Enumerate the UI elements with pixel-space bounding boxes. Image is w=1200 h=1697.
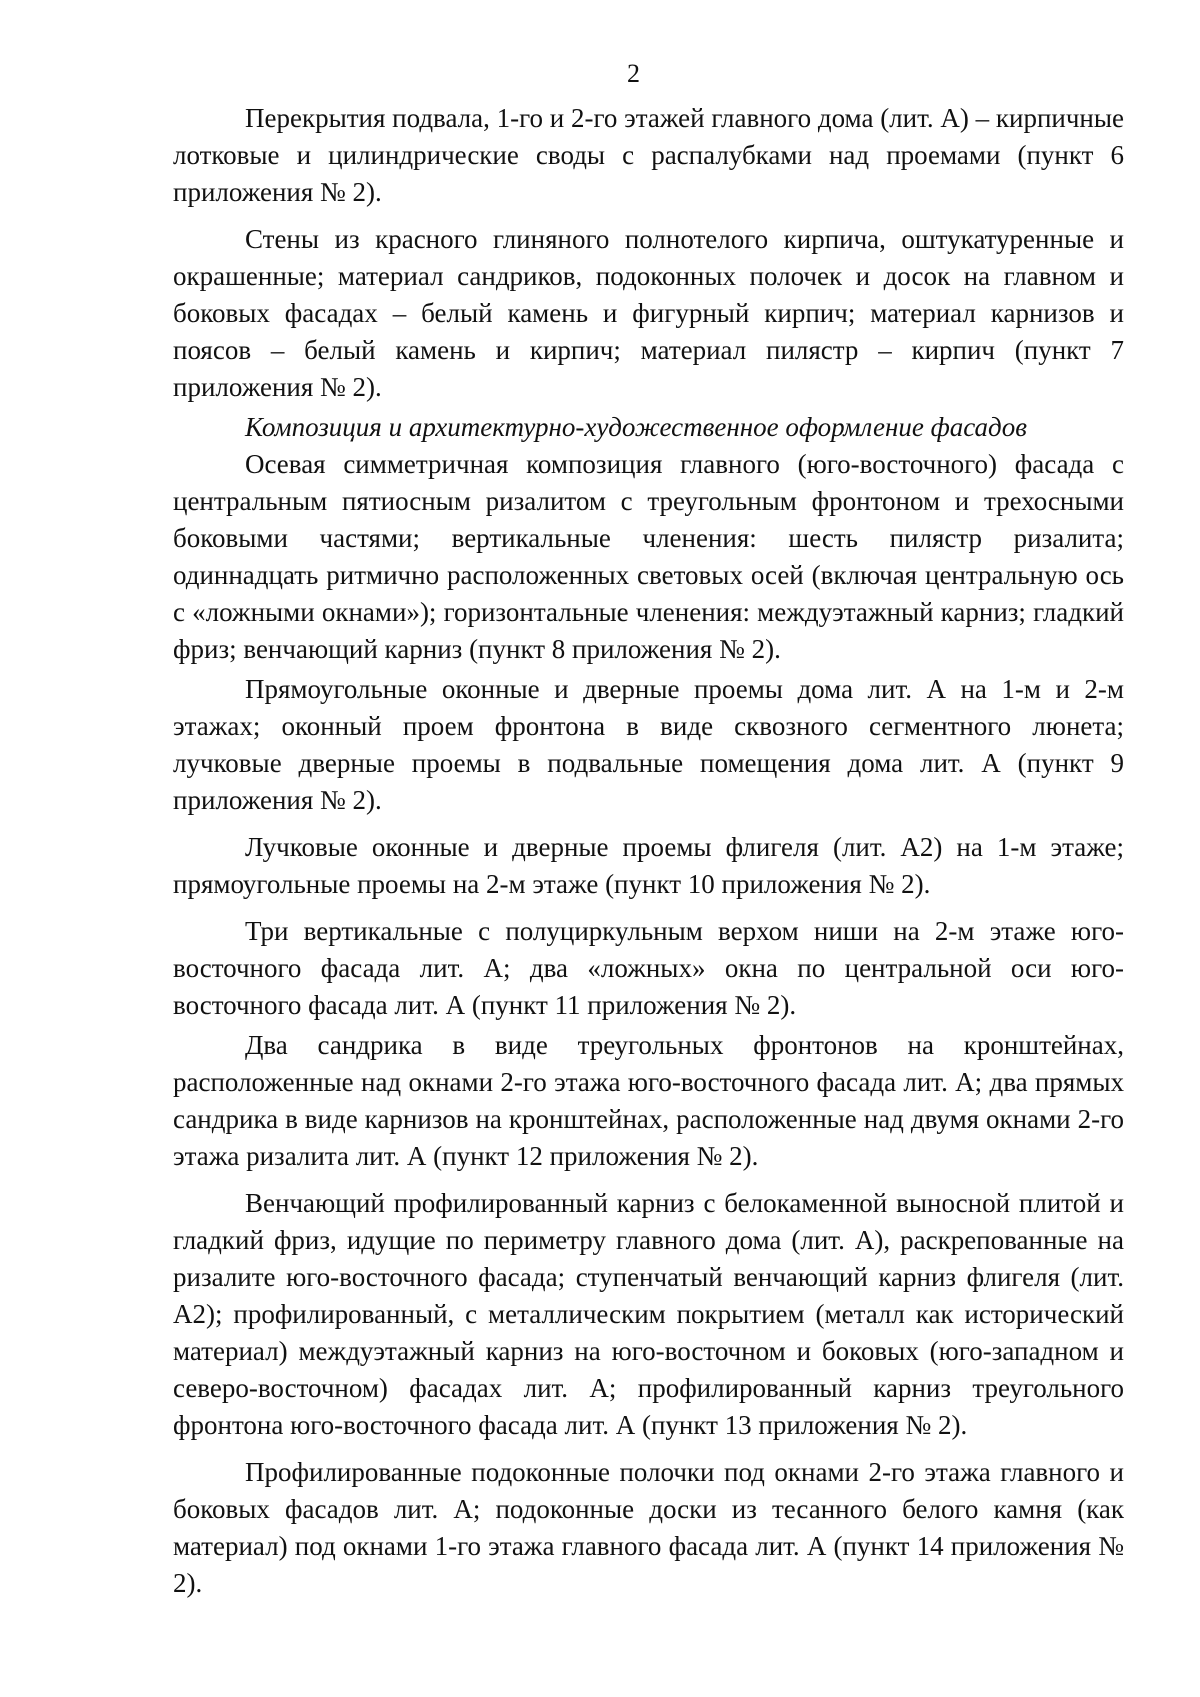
paragraph-walls: Стены из красного глиняного полнотелого кирпича, оштукатуренные и окрашенные; материал сандриков, подоконных полочек и досок на главном и боковых фасадах – белый камень и фигурный кирпич; материал карнизов и поясов – белый камень и кирпич; материал пилястр – кирпич (пункт 7 приложения № 2). [173, 224, 1124, 402]
paragraph-cornices: Венчающий профилированный карниз с белокаменной выносной плитой и гладкий фриз, идущие по периметру главного дома (лит. А), раскрепованные на ризалите юго-восточного фасада; ступенчатый венчающий карниз флигеля (лит. А2); профилированный, с металлическим покрытием (металл как исторический материал) междуэтажный карниз на юго-восточном и боковых (юго-западном и северо-восточном) фасадах лит. А; профилированный карниз треугольного фронтона юго-восточного фасада лит. А (пункт 13 приложения № 2). [173, 1188, 1124, 1440]
paragraph-openings: Прямоугольные оконные и дверные проемы дома лит. А на 1-м и 2-м этажах; оконный проем фронтона в виде сквозного сегментного люнета; лучковые дверные проемы в подвальные помещения дома лит. А (пункт 9 приложения № 2). [173, 674, 1124, 815]
paragraph-niches: Три вертикальные с полуциркульным верхом ниши на 2-м этаже юго-восточного фасада лит. А; два «ложных» окна по центральной оси юго-восточного фасада лит. А (пункт 11 приложения № 2). [173, 916, 1124, 1020]
paragraph-sills: Профилированные подоконные полочки под окнами 2-го этажа главного и боковых фасадов лит. А; подоконные доски из тесанного белого камня (как материал) под окнами 1-го этажа главного фасада лит. А (пункт 14 приложения № 2). [173, 1457, 1124, 1598]
section-heading: Композиция и архитектурно-художественное оформление фасадов [245, 412, 1027, 442]
paragraph-wing-openings: Лучковые оконные и дверные проемы флигеля (лит. А2) на 1-м этаже; прямоугольные проемы на 2-м этаже (пункт 10 приложения № 2). [173, 832, 1124, 899]
paragraph-composition: Осевая симметричная композиция главного (юго-восточного) фасада с центральным пятиосным ризалитом с треугольным фронтоном и трехосными боковыми частями; вертикальные членения: шесть пилястр ризалита; одиннадцать ритмично расположенных световых осей (включая центральную ось с «ложными окнами»); горизонтальные членения: междуэтажный карниз; гладкий фриз; венчающий карниз (пункт 8 приложения № 2). [173, 449, 1124, 664]
paragraph-sandriks: Два сандрика в виде треугольных фронтонов на кронштейнах, расположенные над окнами 2-го этажа юго-восточного фасада лит. А; два прямых сандрика в виде карнизов на кронштейнах, расположенные над двумя окнами 2-го этажа ризалита лит. А (пункт 12 приложения № 2). [173, 1030, 1124, 1171]
page-number: 2 [627, 59, 640, 88]
paragraph-floors: Перекрытия подвала, 1-го и 2-го этажей главного дома (лит. А) – кирпичные лотковые и цилиндрические своды с распалубками над проемами (пункт 6 приложения № 2). [173, 103, 1124, 207]
